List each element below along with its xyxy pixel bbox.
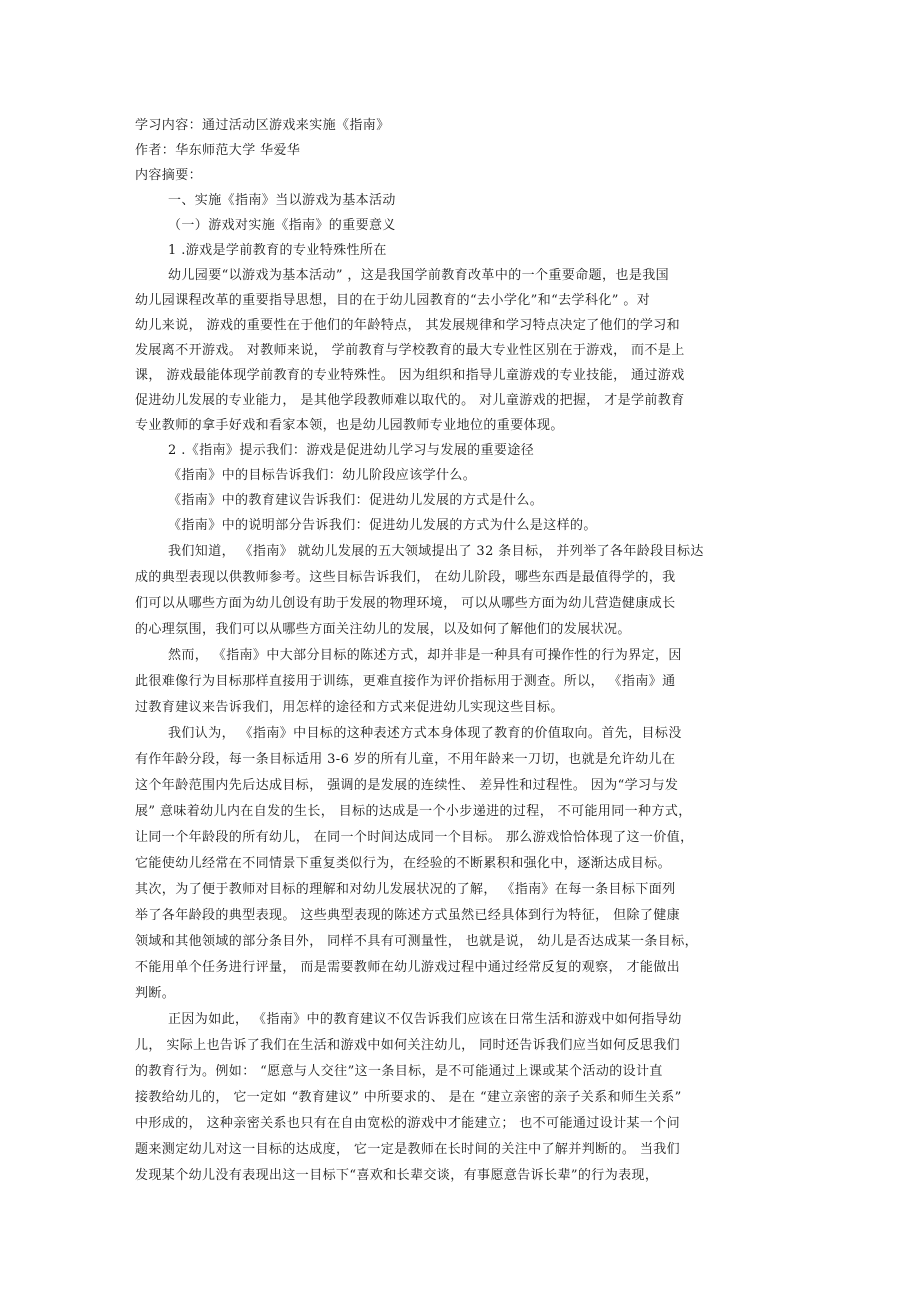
author-line: 作者：华东师范大学 华爱华 — [135, 143, 301, 158]
paragraph-line: 我们认为， 《指南》中目标的这种表述方式本身体现了教育的价值取向。首先，目标没 — [168, 726, 682, 741]
paragraph-line: 《指南》中的说明部分告诉我们：促进幼儿发展的方式为什么是这样的。 — [168, 518, 597, 533]
paragraph-line: 这个年龄范围内先后达成目标， 强调的是发展的连续性、 差异性和过程性。 因为“学习与发 — [135, 778, 679, 793]
paragraph-line: 幼儿园要“以游戏为基本活动” ，这是我国学前教育改革中的一个重要命题，也是我国 — [168, 268, 670, 283]
paragraph-line: 成的典型表现以供教师参考。这些目标告诉我们， 在幼儿阶段，哪些东西是最值得学的，我 — [135, 570, 676, 585]
paragraph-line: 课， 游戏最能体现学前教育的专业特殊性。 因为组织和指导儿童游戏的专业技能， 通过游戏 — [135, 368, 685, 383]
paragraph-line: 它能使幼儿经常在不同情景下重复类似行为，在经验的不断累积和强化中，逐渐达成目标。 — [135, 856, 672, 871]
paragraph-line: 发现某个幼儿没有表现出这一目标下“喜欢和长辈交谈，有事愿意告诉长辈”的行为表现， — [135, 1168, 659, 1183]
learning-content-line: 学习内容：通过活动区游戏来实施《指南》 — [135, 118, 390, 133]
paragraph-line: 举了各年龄段的典型表现。 这些典型表现的陈述方式虽然已经具体到行为特征， 但除了健康 — [135, 908, 681, 923]
paragraph-line: 《指南》中的目标告诉我们：幼儿阶段应该学什么。 — [168, 468, 477, 483]
paragraph-line: 发展离不开游戏。 对教师来说， 学前教育与学校教育的最大专业性区别在于游戏， 而不是上 — [135, 343, 685, 358]
summary-label: 内容摘要： — [135, 168, 203, 183]
paragraph-line: 《指南》中的教育建议告诉我们：促进幼儿发展的方式是什么。 — [168, 493, 544, 508]
paragraph-line: 促进幼儿发展的专业能力， 是其他学段教师难以取代的。 对儿童游戏的把握， 才是学前教育 — [135, 393, 685, 408]
paragraph-line: 不能用单个任务进行评量， 而是需要教师在幼儿游戏过程中通过经常反复的观察， 才能做出 — [135, 960, 681, 975]
paragraph-line: 领域和其他领域的部分条目外， 同样不具有可测量性， 也就是说， 幼儿是否达成某一条目标， — [135, 934, 698, 949]
paragraph-line: 正因为如此， 《指南》中的教育建议不仅告诉我们应该在日常生活和游戏中如何指导幼 — [168, 1012, 682, 1027]
paragraph-line: 此很难像行为目标那样直接用于训练，更难直接作为评价指标用于测查。所以， 《指南》通 — [135, 674, 676, 689]
paragraph-line: 接教给幼儿的， 它一定如 “教育建议” 中所要求的、 是在 “建立亲密的亲子关系和师生关系” — [135, 1090, 682, 1105]
paragraph-line: 专业教师的拿手好戏和看家本领，也是幼儿园教师专业地位的重要体现。 — [135, 418, 564, 433]
paragraph-line: 其次，为了便于教师对目标的理解和对幼儿发展状况的了解， 《指南》在每一条目标下面列 — [135, 882, 676, 897]
paragraph-line: 的心理氛围，我们可以从哪些方面关注幼儿的发展，以及如何了解他们的发展状况。 — [135, 622, 631, 637]
paragraph-line: 儿， 实际上也告诉了我们在生活和游戏中如何关注幼儿， 同时还告诉我们应当如何反思我们 — [135, 1038, 681, 1053]
paragraph-line: 幼儿来说， 游戏的重要性在于他们的年龄特点， 其发展规律和学习特点决定了他们的学习和 — [135, 318, 681, 333]
subsection-heading: （一）游戏对实施《指南》的重要意义 — [168, 218, 396, 233]
paragraph-line: 有作年龄分段，每一条目标适用 3-6 岁的所有儿童，不用年龄来一刀切，也就是允许幼儿在 — [135, 752, 676, 767]
paragraph-line: 然而， 《指南》中大部分目标的陈述方式，却并非是一种具有可操作性的行为界定，因 — [168, 648, 682, 663]
paragraph-line: 的教育行为。例如： “愿意与人交往”这一条目标，是不可能通过上课或某个活动的设计直 — [135, 1064, 663, 1079]
paragraph-line: 让同一个年龄段的所有幼儿， 在同一个时间达成同一个目标。 那么游戏恰恰体现了这一价值， — [135, 830, 694, 845]
paragraph-line: 过教育建议来告诉我们，用怎样的途径和方式来促进幼儿实现这些目标。 — [135, 700, 564, 715]
section-heading: 一、实施《指南》当以游戏为基本活动 — [168, 193, 396, 208]
paragraph-line: 们可以从哪些方面为幼儿创设有助于发展的物理环境， 可以从哪些方面为幼儿营造健康成长 — [135, 596, 676, 611]
paragraph-line: 中形成的， 这种亲密关系也只有在自由宽松的游戏中才能建立； 也不可能通过设计某一个问 — [135, 1116, 681, 1131]
paragraph-line: 判断。 — [135, 986, 176, 1001]
point-heading-2: 2 .《指南》提示我们：游戏是促进幼儿学习与发展的重要途径 — [168, 443, 535, 458]
paragraph-line: 我们知道， 《指南》 就幼儿发展的五大领域提出了 32 条目标， 并列举了各年龄段目标达 — [168, 544, 704, 559]
paragraph-line: 幼儿园课程改革的重要指导思想，目的在于幼儿园教育的“去小学化”和“去学科化” 。对 — [135, 293, 651, 308]
paragraph-line: 展” 意味着幼儿内在自发的生长， 目标的达成是一个小步递进的过程， 不可能用同一种方式， — [135, 804, 692, 819]
point-heading-1: 1 .游戏是学前教育的专业特殊性所在 — [168, 243, 387, 258]
paragraph-line: 题来测定幼儿对这一目标的达成度， 它一定是教师在长时间的关注中了解并判断的。 当我们 — [135, 1142, 681, 1157]
